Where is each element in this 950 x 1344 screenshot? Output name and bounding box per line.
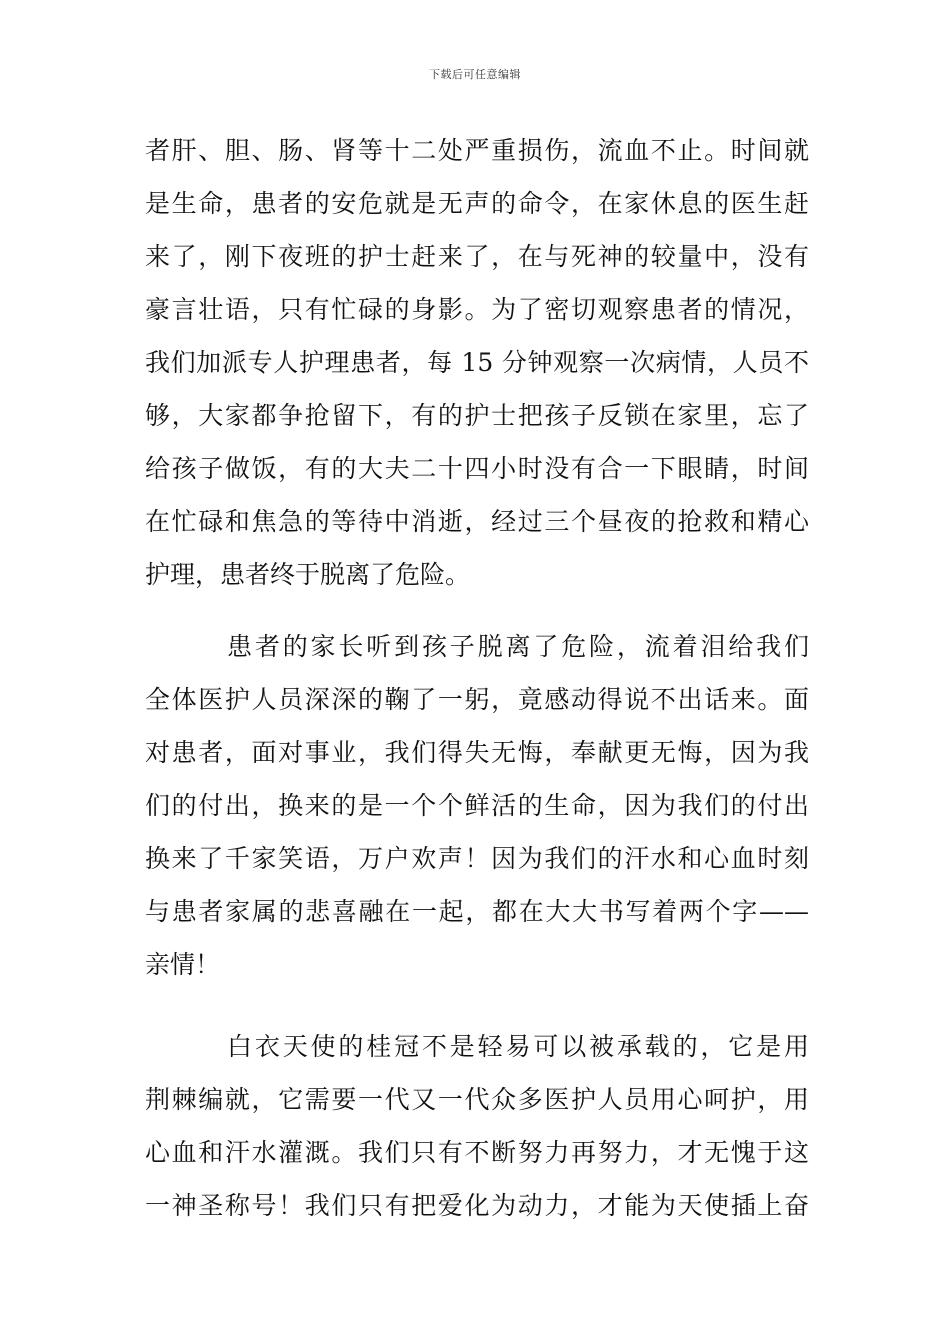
- paragraph-line: 对患者，面对事业，我们得失无悔，奉献更无悔，因为我: [145, 738, 809, 767]
- paragraph-line: 荆棘编就，它需要一代又一代众多医护人员用心呵护，用: [145, 1085, 809, 1114]
- paragraph-line: 是生命，患者的安危就是无声的命令，在家休息的医生赶: [145, 189, 809, 218]
- paragraph-line: 来了，刚下夜班的护士赶来了，在与死神的较量中，没有: [145, 242, 809, 271]
- paragraph-line: 亲情！: [145, 950, 221, 979]
- paragraph-line: 们的付出，换来的是一个个鲜活的生命，因为我们的付出: [145, 791, 809, 820]
- paragraph-line: 白衣天使的桂冠不是轻易可以被承载的，它是用: [227, 1032, 809, 1061]
- paragraph-line: 够，大家都争抢留下，有的护士把孩子反锁在家里，忘了: [145, 401, 809, 430]
- paragraph-line: 一神圣称号！我们只有把爱化为动力，才能为天使插上奋: [145, 1191, 809, 1220]
- paragraph-line: 给孩子做饭，有的大夫二十四小时没有合一下眼睛，时间: [145, 454, 809, 483]
- paragraph-line: 豪言壮语，只有忙碌的身影。为了密切观察患者的情况，: [145, 295, 809, 324]
- paragraph-2: [145, 620, 809, 991]
- paragraph-3: [145, 1020, 809, 1232]
- paragraph-line: 与患者家属的悲喜融在一起，都在大大书写着两个字——: [145, 897, 809, 926]
- page-header: 下载后可任意编辑: [429, 68, 521, 81]
- paragraph-line: 换来了千家笑语，万户欢声！因为我们的汗水和心血时刻: [145, 844, 809, 873]
- paragraph-line: 心血和汗水灌溉。我们只有不断努力再努力，才无愧于这: [145, 1138, 809, 1167]
- paragraph-1: [145, 124, 809, 601]
- paragraph-line: 在忙碌和焦急的等待中消逝，经过三个昼夜的抢救和精心: [145, 507, 809, 536]
- paragraph-line: 患者的家长听到孩子脱离了危险，流着泪给我们: [227, 632, 809, 661]
- paragraph-line: 者肝、胆、肠、肾等十二处严重损伤，流血不止。时间就: [145, 136, 809, 165]
- paragraph-line: 护理，患者终于脱离了危险。: [145, 560, 471, 589]
- paragraph-line: 全体医护人员深深的鞠了一躬，竟感动得说不出话来。面: [145, 685, 809, 714]
- paragraph-line: 我们加派专人护理患者，每 15 分钟观察一次病情，人员不: [145, 348, 809, 377]
